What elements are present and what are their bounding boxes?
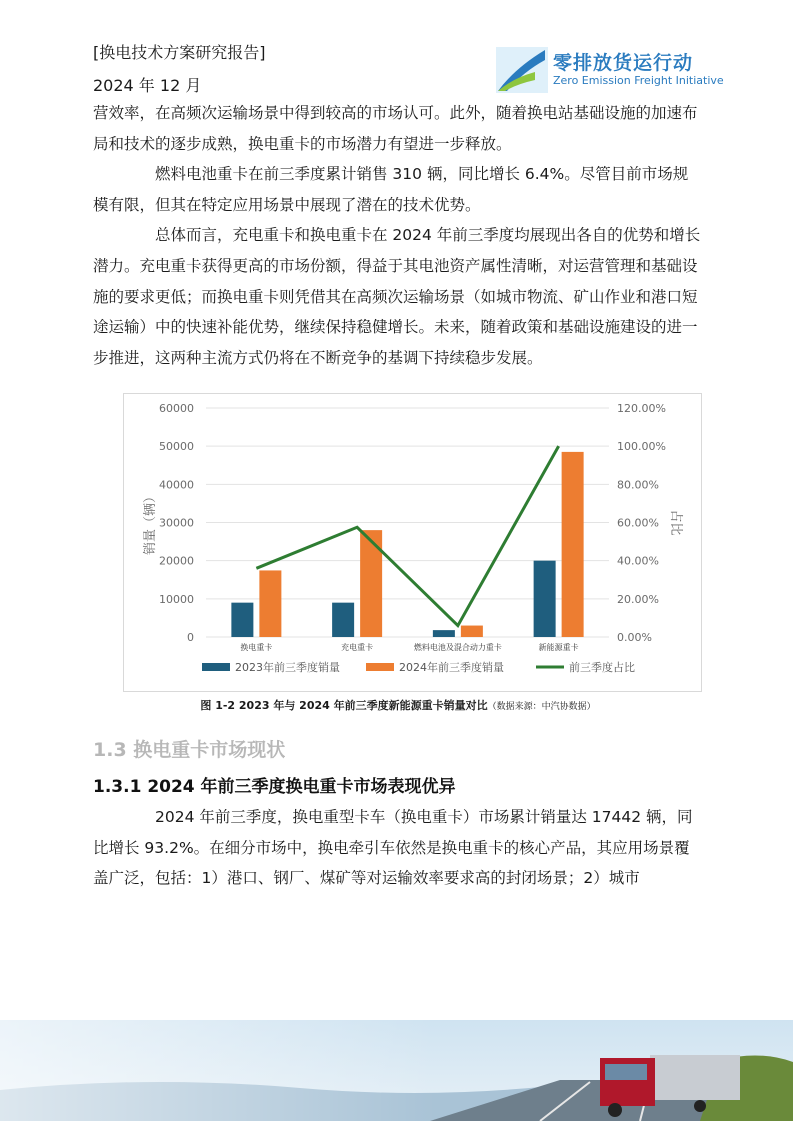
paragraph-2: 燃料电池重卡在前三季度累计销售 310 辆，同比增长 6.4%。尽管目前市场规模有限，但其在特定应用场景中展现了潜在的技术优势。: [93, 165, 689, 214]
sales-chart: [123, 393, 702, 692]
chart-svg: [124, 394, 701, 691]
subsection-heading: 1.3.1 2024 年前三季度换电重卡市场表现优异: [93, 777, 456, 797]
y-tick-label: 40000: [159, 478, 194, 492]
caption-source: （数据来源：中汽协数据）: [487, 702, 596, 712]
bar: [461, 626, 483, 637]
y-axis-label: 销量（辆）: [143, 489, 158, 556]
body-text: [93, 98, 703, 373]
y2-tick-label: 80.00%: [617, 478, 659, 492]
figure-caption: [93, 697, 703, 713]
logo-en-text: Zero Emission Freight Initiative: [553, 74, 724, 87]
y2-tick-label: 100.00%: [617, 440, 666, 454]
section-heading: 1.3 换电重卡市场现状: [93, 739, 286, 761]
caption-main: 图 1-2 2023 年与 2024 年前三季度新能源重卡销量对比: [200, 699, 488, 712]
legend-label: 2024年前三季度销量: [399, 661, 504, 674]
section-paragraph: 2024 年前三季度，换电重型卡车（换电重卡）市场累计销量达 17442 辆，同比增长 93.2%。在细分市场中，换电牵引车依然是换电重卡的核心产品，其应用场景覆盖广泛，包括：1）港口、钢厂、煤矿等对运输效率要求高的封闭场景；2）城市: [93, 808, 693, 888]
footer-truck-scene: [0, 1020, 793, 1121]
legend-swatch: [366, 663, 394, 671]
paragraph-1: 营效率，在高频次运输场景中得到较高的市场认可。此外，随着换电站基础设施的加速布局和技术的逐步成熟，换电重卡的市场潜力有望进一步释放。: [93, 104, 698, 153]
legend-label: 2023年前三季度销量: [235, 661, 340, 674]
paragraph-3: 总体而言，充电重卡和换电重卡在 2024 年前三季度均展现出各自的优势和增长潜力。充电重卡获得更高的市场份额，得益于其电池资产属性清晰，对运营管理和基础设施的要求更低；而换电重卡则凭借其在高频次运输场景（如城市物流、矿山作业和港口短途运输）中的快速补能优势，继续保持稳健增长。未来，随着政策和基础设施建设的进一步推进，这两种主流方式仍将在不断竞争的基调下持续稳步发展。: [93, 226, 701, 367]
x-tick-label: 换电重卡: [240, 643, 273, 652]
y-tick-label: 60000: [159, 402, 194, 415]
zefi-logo: [495, 46, 724, 94]
report-title: [换电技术方案研究报告]: [93, 43, 266, 62]
y-tick-label: 20000: [159, 554, 194, 568]
report-date: 2024 年 12 月: [93, 76, 202, 95]
bar: [433, 630, 455, 637]
legend-label: 前三季度占比: [569, 661, 635, 674]
y2-tick-label: 20.00%: [617, 592, 659, 606]
y2-tick-label: 0.00%: [617, 631, 652, 644]
y2-axis-label: 占比: [668, 509, 683, 536]
logo-cn-text: 零排放货运行动: [553, 52, 694, 74]
bar: [360, 530, 382, 637]
y2-tick-label: 40.00%: [617, 554, 659, 568]
y2-tick-label: 60.00%: [617, 516, 659, 530]
y2-tick-label: 120.00%: [617, 402, 666, 415]
logo-mark-icon: [495, 46, 551, 94]
bar: [259, 570, 281, 637]
section-body: [93, 802, 703, 894]
y-tick-label: 10000: [159, 592, 194, 606]
y-tick-label: 30000: [159, 516, 194, 530]
legend-swatch: [202, 663, 230, 671]
bar: [332, 603, 354, 637]
bar: [231, 603, 253, 637]
x-tick-label: 充电重卡: [341, 643, 374, 652]
bar: [534, 561, 556, 637]
bar: [562, 452, 584, 637]
y-tick-label: 0: [187, 631, 194, 644]
y-tick-label: 50000: [159, 440, 194, 454]
x-tick-label: 燃料电池及混合动力重卡: [413, 643, 502, 652]
x-tick-label: 新能源重卡: [538, 643, 579, 652]
footer-banner-image: [0, 1020, 793, 1121]
